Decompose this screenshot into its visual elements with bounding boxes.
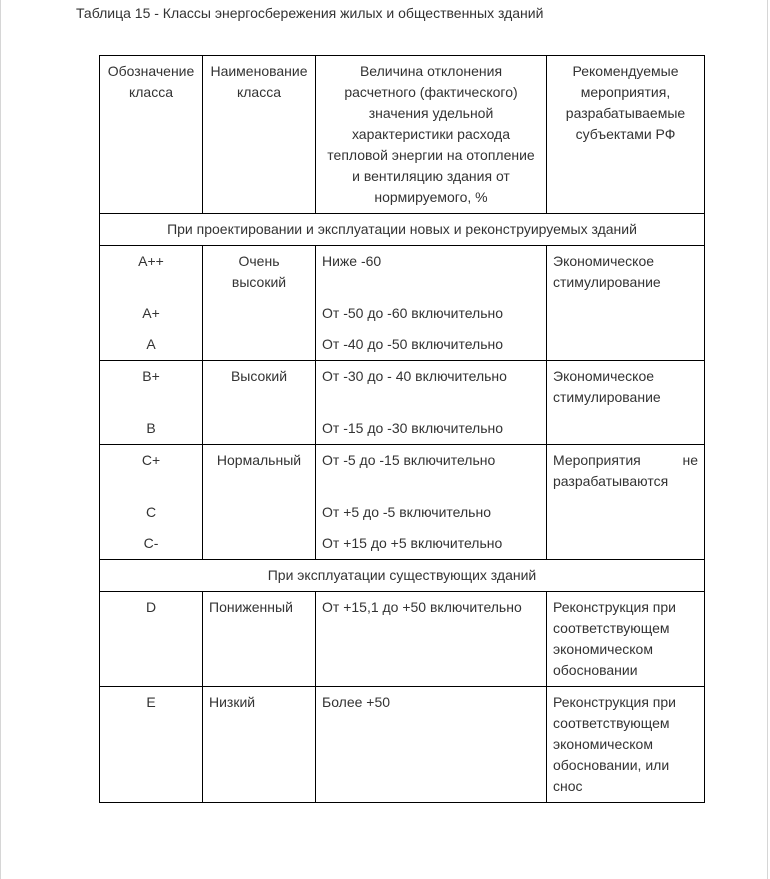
class-name-cell: Низкий bbox=[203, 687, 316, 803]
class-name-cell: Нормальный bbox=[203, 445, 316, 560]
class-cell: B+ B bbox=[100, 361, 203, 445]
class-cell: A++ A+ A bbox=[100, 246, 203, 361]
table-row bbox=[100, 246, 705, 361]
class-name-cell: Очень высокий bbox=[203, 246, 316, 361]
section-title: При проектировании и эксплуатации новых и реконструируемых зданий bbox=[100, 214, 705, 246]
header-designation: Обозначение класса bbox=[100, 56, 203, 214]
class-name-cell: Высокий bbox=[203, 361, 316, 445]
deviation-cell: Более +50 bbox=[316, 687, 547, 803]
header-name: Наименование класса bbox=[203, 56, 316, 214]
header-measures: Рекомендуемые мероприятия, разрабатываемые субъектами РФ bbox=[547, 56, 705, 214]
measures-cell: Реконструкция при соответствующем экономическом обосновании bbox=[547, 592, 705, 687]
section-title: При эксплуатации существующих зданий bbox=[100, 560, 705, 592]
header-deviation: Величина отклонения расчетного (фактического) значения удельной характеристики расхода тепловой энергии на отопление и вентиляцию здания от нормируемого, % bbox=[316, 56, 547, 214]
section-row-new bbox=[100, 214, 705, 246]
measures-cell: Экономическое стимулирование bbox=[547, 361, 705, 445]
table-row bbox=[100, 592, 705, 687]
class-cell: D bbox=[100, 592, 203, 687]
page-left-border bbox=[0, 0, 1, 879]
class-cell: C+ C C- bbox=[100, 445, 203, 560]
table-caption: Таблица 15 - Классы энергосбережения жилых и общественных зданий bbox=[76, 5, 544, 21]
header-row bbox=[100, 56, 705, 214]
page-right-border bbox=[767, 0, 768, 879]
table-row bbox=[100, 361, 705, 445]
energy-classes-table bbox=[99, 55, 705, 803]
deviation-cell: От +15,1 до +50 включительно bbox=[316, 592, 547, 687]
deviation-cell: Ниже -60 От -50 до -60 включительно От -40 до -50 включительно bbox=[316, 246, 547, 361]
deviation-cell: От -30 до - 40 включительно От -15 до -30 включительно bbox=[316, 361, 547, 445]
deviation-cell: От -5 до -15 включительно От +5 до -5 включительно От +15 до +5 включительно bbox=[316, 445, 547, 560]
class-cell: E bbox=[100, 687, 203, 803]
measures-cell: Реконструкция при соответствующем экономическом обосновании, или снос bbox=[547, 687, 705, 803]
table-row bbox=[100, 445, 705, 560]
class-name-cell: Пониженный bbox=[203, 592, 316, 687]
measures-cell: Мероприятия не разрабатываются bbox=[547, 445, 705, 560]
section-row-existing bbox=[100, 560, 705, 592]
measures-cell: Экономическое стимулирование bbox=[547, 246, 705, 361]
table-row bbox=[100, 687, 705, 803]
